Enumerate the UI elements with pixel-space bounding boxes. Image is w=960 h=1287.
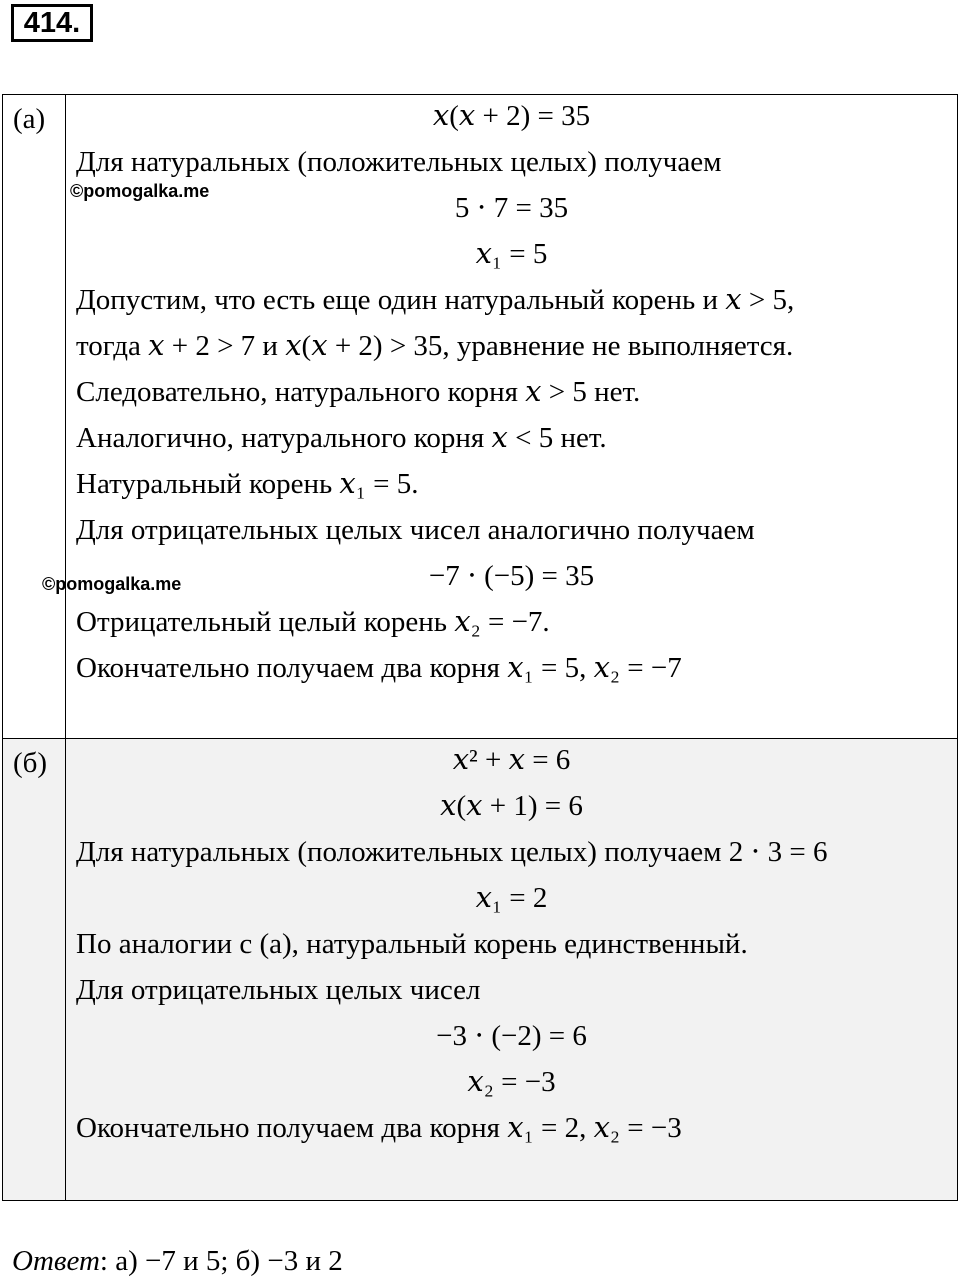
part-a-line: Отрицательный целый корень 𝑥₂ = −7. (76, 606, 550, 638)
answer-text: : а) −7 и 5; б) −3 и 2 (99, 1245, 343, 1277)
part-b-line: 𝑥² + 𝑥 = 6 (452, 744, 571, 776)
part-a-line: Окончательно получаем два корня 𝑥₁ = 5, 𝑥₂ = −7 (76, 652, 682, 684)
part-a-line: Натуральный корень 𝑥₁ = 5. (76, 468, 419, 500)
part-a-content (42, 95, 958, 739)
part-b-line: Окончательно получаем два корня 𝑥₁ = 2, 𝑥₂ = −3 (76, 1112, 682, 1144)
part-a-line: 𝑥₁ = 5 (475, 238, 548, 270)
part-a-line: 5 ⋅ 7 = 35 (454, 192, 569, 224)
part-a-label: (а) (3, 95, 66, 739)
part-a-line: Аналогично, натурального корня 𝑥 < 5 нет. (76, 422, 607, 454)
part-a-line: −7 ⋅ (−5) = 35 (428, 560, 595, 592)
part-b-line: Для натуральных (положительных целых) получаем 2 ⋅ 3 = 6 (76, 836, 828, 868)
part-b-line: По аналогии с (а), натуральный корень единственный. (76, 928, 748, 960)
part-b-content (66, 739, 958, 1201)
part-b-label: (б) (3, 739, 66, 1201)
part-a-row (3, 95, 958, 739)
part-a-line: Следовательно, натурального корня 𝑥 > 5 нет. (76, 376, 641, 408)
part-a-line: 𝑥(𝑥 + 2) = 35 (432, 100, 591, 132)
watermark-1: ©pomogalka.me (70, 181, 210, 201)
solution-table (2, 94, 958, 1201)
answer-line (12, 1245, 343, 1278)
part-b-line: −3 ⋅ (−2) = 6 (436, 1020, 587, 1052)
part-a-line: тогда 𝑥 + 2 > 7 и 𝑥(𝑥 + 2) > 35, уравнение не выполняется. (76, 330, 794, 362)
part-b-row (3, 739, 958, 1201)
part-b-line: 𝑥₁ = 2 (475, 882, 548, 914)
part-b-line: 𝑥(𝑥 + 1) = 6 (440, 790, 583, 822)
part-a-line: Для натуральных (положительных целых) получаем (76, 146, 722, 178)
watermark-2: ©pomogalka.me (42, 574, 182, 594)
part-a-line: Допустим, что есть еще один натуральный корень и 𝑥 > 5, (76, 284, 795, 316)
part-a-line: Для отрицательных целых чисел аналогично получаем (76, 514, 755, 546)
part-b-lines (66, 737, 957, 1151)
part-b-line: Для отрицательных целых чисел (76, 974, 481, 1006)
answer-label: Ответ (12, 1245, 100, 1277)
problem-number: 414. (11, 4, 93, 42)
part-b-line: 𝑥₂ = −3 (467, 1066, 556, 1098)
